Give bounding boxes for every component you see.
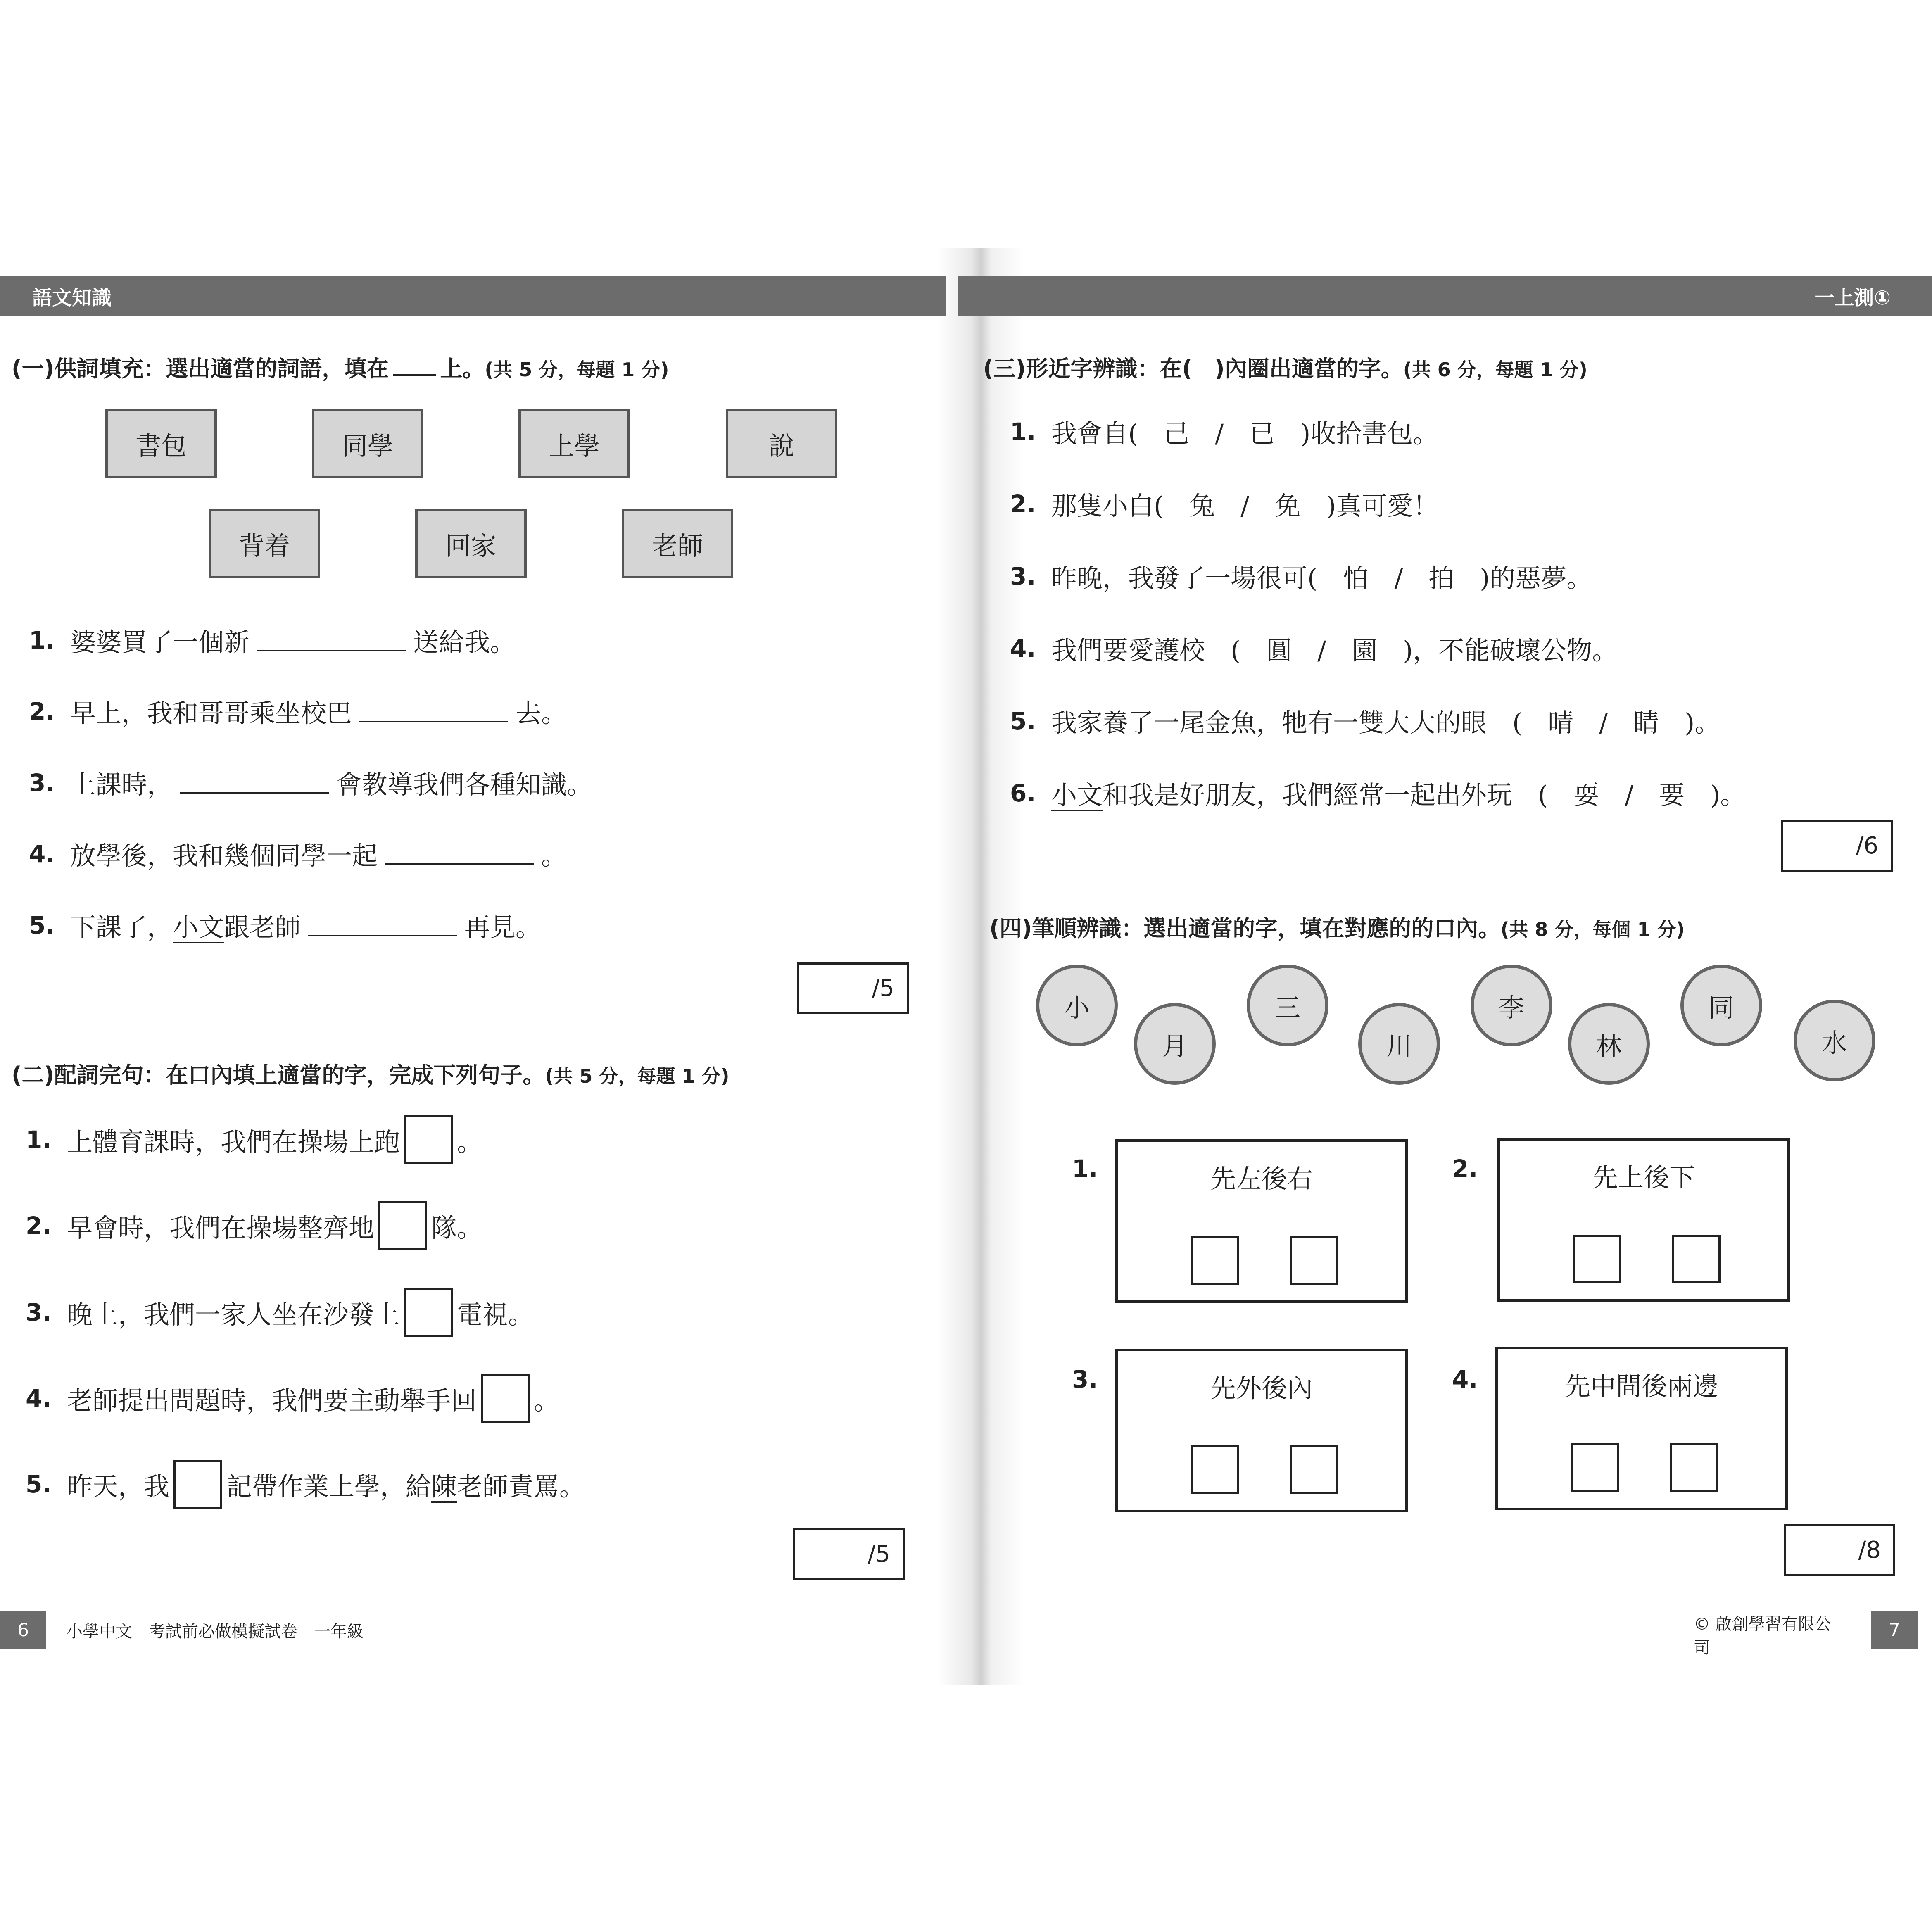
question-number: 5. xyxy=(26,1470,52,1498)
answer-square[interactable] xyxy=(404,1288,453,1337)
question-text: 老師提出問題時，我們要主動舉手回 xyxy=(67,1385,477,1416)
section2-heading xyxy=(12,1057,729,1089)
section2-score-box[interactable]: /5 xyxy=(793,1528,905,1580)
answer-blank[interactable] xyxy=(180,772,329,794)
section2-points: (共 5 分，每題 1 分) xyxy=(545,1065,730,1087)
char-circle: 水 xyxy=(1794,1000,1875,1081)
question-number: 6. xyxy=(1010,779,1036,807)
question-number: 2. xyxy=(29,697,55,725)
answer-square[interactable] xyxy=(1191,1445,1239,1494)
question-text: 。 xyxy=(457,1126,483,1157)
section4-score-box[interactable]: /8 xyxy=(1784,1524,1895,1576)
section3-question-2 xyxy=(1010,485,1438,522)
question-text: 和我是好朋友，我們經常一起出外玩 ( 耍 / 要 )。 xyxy=(1103,780,1746,810)
word-box: 書包 xyxy=(105,409,217,478)
answer-square[interactable] xyxy=(404,1115,453,1164)
title-blank-line xyxy=(393,360,436,376)
section3-points: (共 6 分，每題 1 分) xyxy=(1403,359,1587,381)
word-box: 背着 xyxy=(209,509,320,578)
question-number: 1. xyxy=(1010,417,1036,446)
section1-title: (一)供詞填充：選出適當的詞語，填在 xyxy=(12,356,389,382)
char-circle: 小 xyxy=(1036,965,1118,1046)
section4-points: (共 8 分，每個 1 分) xyxy=(1500,918,1685,941)
question-text: 再見。 xyxy=(464,912,542,942)
section2-question-1 xyxy=(26,1115,482,1164)
question-text: 那隻小白( 兔 / 免 )真可愛！ xyxy=(1051,491,1439,521)
section3-question-3 xyxy=(1010,558,1592,594)
section1-question-4 xyxy=(29,835,567,872)
section1-question-5 xyxy=(29,907,541,943)
section3-question-5 xyxy=(1010,702,1720,739)
section1-points: (共 5 分，每題 1 分) xyxy=(485,359,669,381)
question-text: 電視。 xyxy=(457,1299,534,1330)
section2-question-2 xyxy=(26,1201,482,1250)
answer-square[interactable] xyxy=(1290,1236,1338,1285)
section2-question-3 xyxy=(26,1288,534,1337)
question-text: 去。 xyxy=(516,698,567,728)
book-gutter xyxy=(938,248,1024,1685)
section2-question-4 xyxy=(26,1374,559,1423)
question-number: 2. xyxy=(26,1212,52,1240)
copyright-text: © 啟創學習有限公司 xyxy=(1694,1615,1831,1657)
order-number: 3. xyxy=(1072,1365,1098,1393)
question-text: 昨晚，我發了一場很可( 怕 / 拍 )的惡夢。 xyxy=(1051,563,1592,593)
question-text: 我家養了一尾金魚，牠有一雙大大的眼 ( 晴 / 睛 )。 xyxy=(1051,708,1721,738)
section2-title: (二)配詞完句：在口內填上適當的字，完成下列句子。 xyxy=(12,1062,545,1088)
question-text: 。 xyxy=(541,841,567,871)
answer-blank[interactable] xyxy=(385,843,534,865)
question-text: 。 xyxy=(534,1385,560,1416)
question-text: 早會時，我們在操場整齊地 xyxy=(67,1212,375,1243)
order-number: 2. xyxy=(1452,1155,1478,1183)
answer-square[interactable] xyxy=(378,1201,427,1250)
question-text: 昨天，我 xyxy=(67,1471,170,1502)
section3-title: (三)形近字辨識：在( )內圈出適當的字。 xyxy=(983,356,1403,382)
answer-square[interactable] xyxy=(1573,1235,1621,1283)
char-circle: 川 xyxy=(1358,1003,1440,1085)
stroke-order-box xyxy=(1497,1138,1790,1302)
stroke-order-box xyxy=(1115,1139,1408,1303)
right-page-number-wrap xyxy=(1871,1611,1918,1649)
question-number: 3. xyxy=(1010,562,1036,590)
left-footer xyxy=(0,1611,364,1649)
section4-heading xyxy=(989,911,1685,943)
question-text: 隊。 xyxy=(431,1212,483,1243)
question-text: 記帶作業上學，給 xyxy=(226,1471,432,1502)
question-number: 4. xyxy=(1010,634,1036,663)
page-number: 7 xyxy=(1871,1611,1918,1649)
word-box: 上學 xyxy=(518,409,630,478)
question-text: 晚上，我們一家人坐在沙發上 xyxy=(67,1299,400,1330)
section1-heading xyxy=(12,351,669,383)
proper-name: 小文 xyxy=(1051,780,1103,810)
question-text: 下課了， xyxy=(70,912,173,942)
answer-square[interactable] xyxy=(481,1374,530,1423)
char-circle: 三 xyxy=(1247,965,1328,1046)
word-box: 說 xyxy=(726,409,837,478)
question-text: 早上，我和哥哥乘坐校巴 xyxy=(70,698,352,728)
answer-blank[interactable] xyxy=(359,700,508,722)
question-text: 婆婆買了一個新 xyxy=(70,627,250,657)
order-number: 4. xyxy=(1452,1365,1478,1393)
word-box: 同學 xyxy=(312,409,423,478)
question-number: 2. xyxy=(1010,490,1036,518)
page-number: 6 xyxy=(0,1611,46,1649)
section1-title-after: 上。 xyxy=(440,356,485,382)
question-text: 我會自( 己 / 已 )收拾書包。 xyxy=(1051,418,1439,449)
stroke-order-box xyxy=(1495,1347,1788,1510)
section2-question-5 xyxy=(26,1460,585,1509)
answer-blank[interactable] xyxy=(308,914,457,936)
answer-square[interactable] xyxy=(1290,1445,1338,1494)
stroke-order-label: 先外後內 xyxy=(1210,1373,1313,1403)
stroke-order-label: 先中間後兩邊 xyxy=(1564,1371,1718,1401)
section1-score-box[interactable]: /5 xyxy=(797,962,909,1014)
question-number: 4. xyxy=(29,839,55,868)
question-text: 我們要愛護校 ( 圓 / 園 )，不能破壞公物。 xyxy=(1051,635,1618,665)
question-number: 5. xyxy=(1010,706,1036,735)
section1-question-3 xyxy=(29,764,592,801)
question-number: 3. xyxy=(26,1298,52,1326)
question-number: 1. xyxy=(26,1126,52,1154)
answer-square[interactable] xyxy=(1672,1235,1721,1283)
section3-question-6 xyxy=(1010,775,1746,811)
question-text: 放學後，我和幾個同學一起 xyxy=(70,841,378,871)
char-circle: 月 xyxy=(1134,1003,1216,1085)
answer-square[interactable] xyxy=(1670,1443,1718,1492)
question-text: 老師責罵。 xyxy=(457,1471,585,1502)
stroke-order-label: 先左後右 xyxy=(1210,1164,1313,1194)
question-text: 上體育課時，我們在操場上跑 xyxy=(67,1126,400,1157)
stroke-order-label: 先上後下 xyxy=(1592,1162,1695,1193)
right-footer xyxy=(1694,1611,1859,1658)
section1-question-2 xyxy=(29,693,567,730)
section4-title: (四)筆順辨識：選出適當的字，填在對應的的口內。 xyxy=(989,915,1501,941)
question-text: 送給我。 xyxy=(413,627,516,657)
question-number: 4. xyxy=(26,1384,52,1412)
book-spread xyxy=(0,248,1932,1685)
proper-name: 陳 xyxy=(431,1471,457,1502)
section3-question-1 xyxy=(1010,413,1438,450)
question-number: 5. xyxy=(29,911,55,939)
right-page-banner: 一上測① xyxy=(958,276,1932,316)
answer-square[interactable] xyxy=(173,1460,222,1509)
proper-name: 小文 xyxy=(173,912,224,942)
word-box: 回家 xyxy=(415,509,527,578)
stroke-order-box xyxy=(1115,1349,1408,1512)
order-number: 1. xyxy=(1072,1155,1098,1183)
char-circle: 林 xyxy=(1568,1003,1650,1085)
book-title: 小學中文 考試前必做模擬試卷 一年級 xyxy=(66,1622,364,1641)
question-text: 跟老師 xyxy=(224,912,301,942)
answer-square[interactable] xyxy=(1571,1443,1619,1492)
char-circle: 李 xyxy=(1471,965,1552,1046)
question-text: 會教導我們各種知識。 xyxy=(336,770,593,800)
section3-question-4 xyxy=(1010,630,1618,667)
char-circle: 同 xyxy=(1680,965,1762,1046)
question-number: 3. xyxy=(29,768,55,797)
question-number: 1. xyxy=(29,626,55,654)
answer-blank[interactable] xyxy=(257,629,406,651)
section1-question-1 xyxy=(29,622,516,658)
question-text: 上課時， xyxy=(70,770,173,800)
answer-square[interactable] xyxy=(1191,1236,1239,1285)
section3-score-box[interactable]: /6 xyxy=(1781,820,1893,872)
left-page-banner: 語文知識 xyxy=(0,276,946,316)
word-box: 老師 xyxy=(622,509,733,578)
section3-heading xyxy=(983,351,1587,383)
